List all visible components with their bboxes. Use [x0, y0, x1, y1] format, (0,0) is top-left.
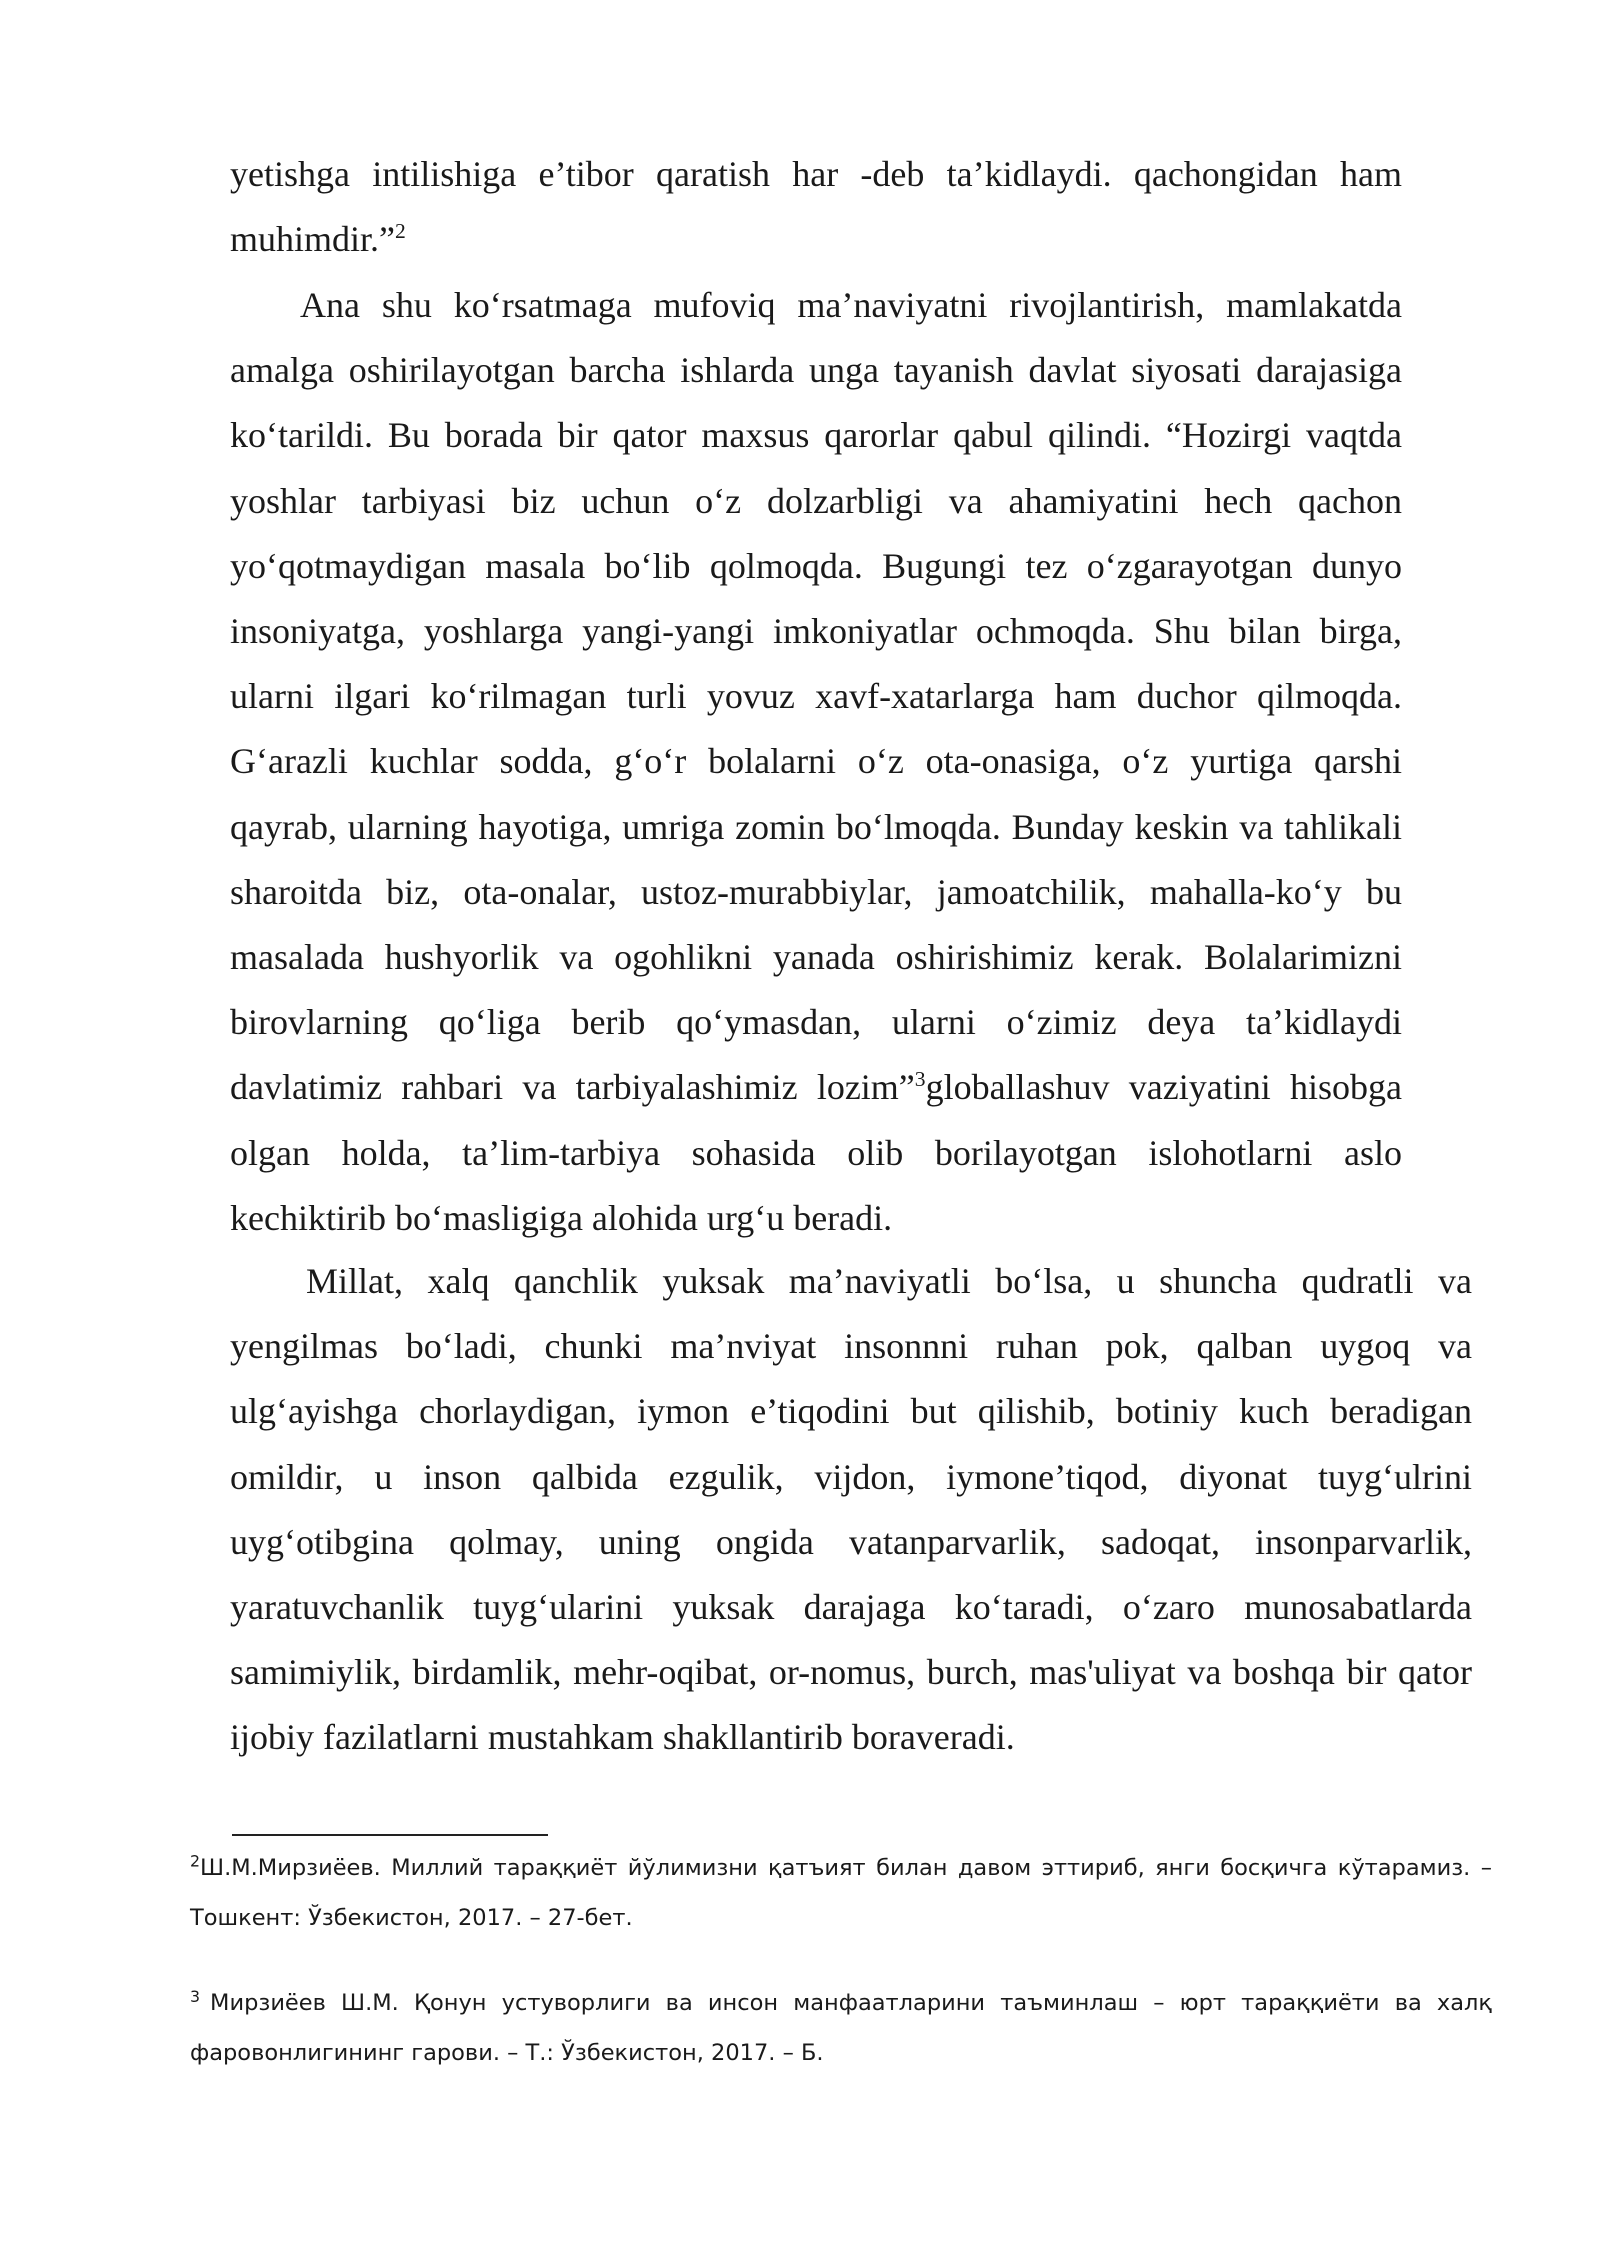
footnote-3: [190, 1978, 1492, 2078]
footnote-3-text: Мирзиёев Ш.М. Қонун устуворлиги ва инсон манфаатларини таъминлаш – юрт тараққиёти ва халқ фаровонлигининг гарови. – Т.: Ўзбекистон, 2017. – Б.: [190, 1990, 1492, 2066]
paragraph-3: [230, 1249, 1472, 1771]
footnote-2-text: Ш.М.Мирзиёев. Миллий тараққиёт йўлимизни қатъият билан давом эттириб, янги босқичга кўтарамиз. – Тошкент: Ўзбекистон, 2017. – 27-бет.: [190, 1855, 1492, 1931]
footnote-3-mark: 3: [190, 1986, 201, 2006]
paragraph-2: [230, 273, 1402, 1251]
footnote-separator: [232, 1834, 548, 1836]
paragraph-3-text: Millat, xalq qanchlik yuksak ma’naviyatli bo‘lsa, u shuncha qudratli va yengilmas bo‘ladi, chunki ma’nviyat insonnni ruhan pok, qalban uygoq va ulg‘ayishga chorlaydigan, iymon e’tiqodini but qilishib, botiniy kuch beradigan omildir, u inson qalbida ezgulik, vijdon, iymone’tiqod, diyonat tuyg‘ulrini uyg‘otibgina qolmay, uning ongida vatanparvarlik, sadoqat, insonparvarlik, yaratuvchanlik tuyg‘ularini yuksak darajaga ko‘taradi, o‘zaro munosabatlarda samimiylik, birdamlik, mehr-oqibat, or-nomus, burch, mas'uliyat va boshqa bir qator ijobiy fazilatlarni mustahkam shakllantirib boraveradi.: [230, 1261, 1472, 1758]
paragraph-1: [230, 142, 1402, 272]
paragraph-2-text-start: Ana shu ko‘rsatmaga mufoviq ma’naviyatni rivojlantirish, mamlakatda amalga oshirilayotgan barcha ishlarda unga tayanish davlat siyosati darajasiga ko‘tarildi. Bu borada bir qator maxsus qarorlar qabul qilindi. “Hozirgi vaqtda yoshlar tarbiyasi biz uchun o‘z dolzarbligi va ahamiyatini hech qachon yo‘qotmaydigan masala bo‘lib qolmoqda. Bugungi tez o‘zgarayotgan dunyo insoniyatga, yoshlarga yangi-yangi imkoniyatlar ochmoqda. Shu bilan birga, ularni ilgari ko‘rilmagan turli yovuz xavf-xatarlarga ham duchor qilmoqda. G‘arazli kuchlar sodda, g‘o‘r bolalarni o‘z ota-onasiga, o‘z yurtiga qarshi qayrab, ularning hayotiga, umriga zomin bo‘lmoqda. Bunday keskin va tahlikali sharoitda biz, ota-onalar, ustoz-murabbiylar, jamoatchilik, mahalla-ko‘y bu masalada hushyorlik va ogohlikni yanada oshirishimiz kerak. Bolalarimizni birovlarning qo‘liga berib qo‘ymasdan, ularni o‘zimiz deya ta’kidlaydi davlatimiz rahbari va tarbiyalashimiz lozim”: [230, 285, 1402, 1108]
footnote-ref-2[interactable]: 2: [395, 219, 406, 244]
paragraph-1-text: yetishga intilishiga e’tibor qaratish har -deb ta’kidlaydi. qachongidan ham muhimdir.”: [230, 154, 1402, 260]
footnote-ref-3[interactable]: 3: [914, 1067, 926, 1092]
footnote-2-mark: 2: [190, 1851, 201, 1871]
footnote-2: [190, 1843, 1492, 1943]
paragraph-2-text-end: globallashuv vaziyatini hisobga olgan holda, ta’lim-tarbiya sohasida olib borilayotgan islohotlarni aslo kechiktirib bo‘masligiga alohida urg‘u beradi.: [230, 1067, 1402, 1238]
